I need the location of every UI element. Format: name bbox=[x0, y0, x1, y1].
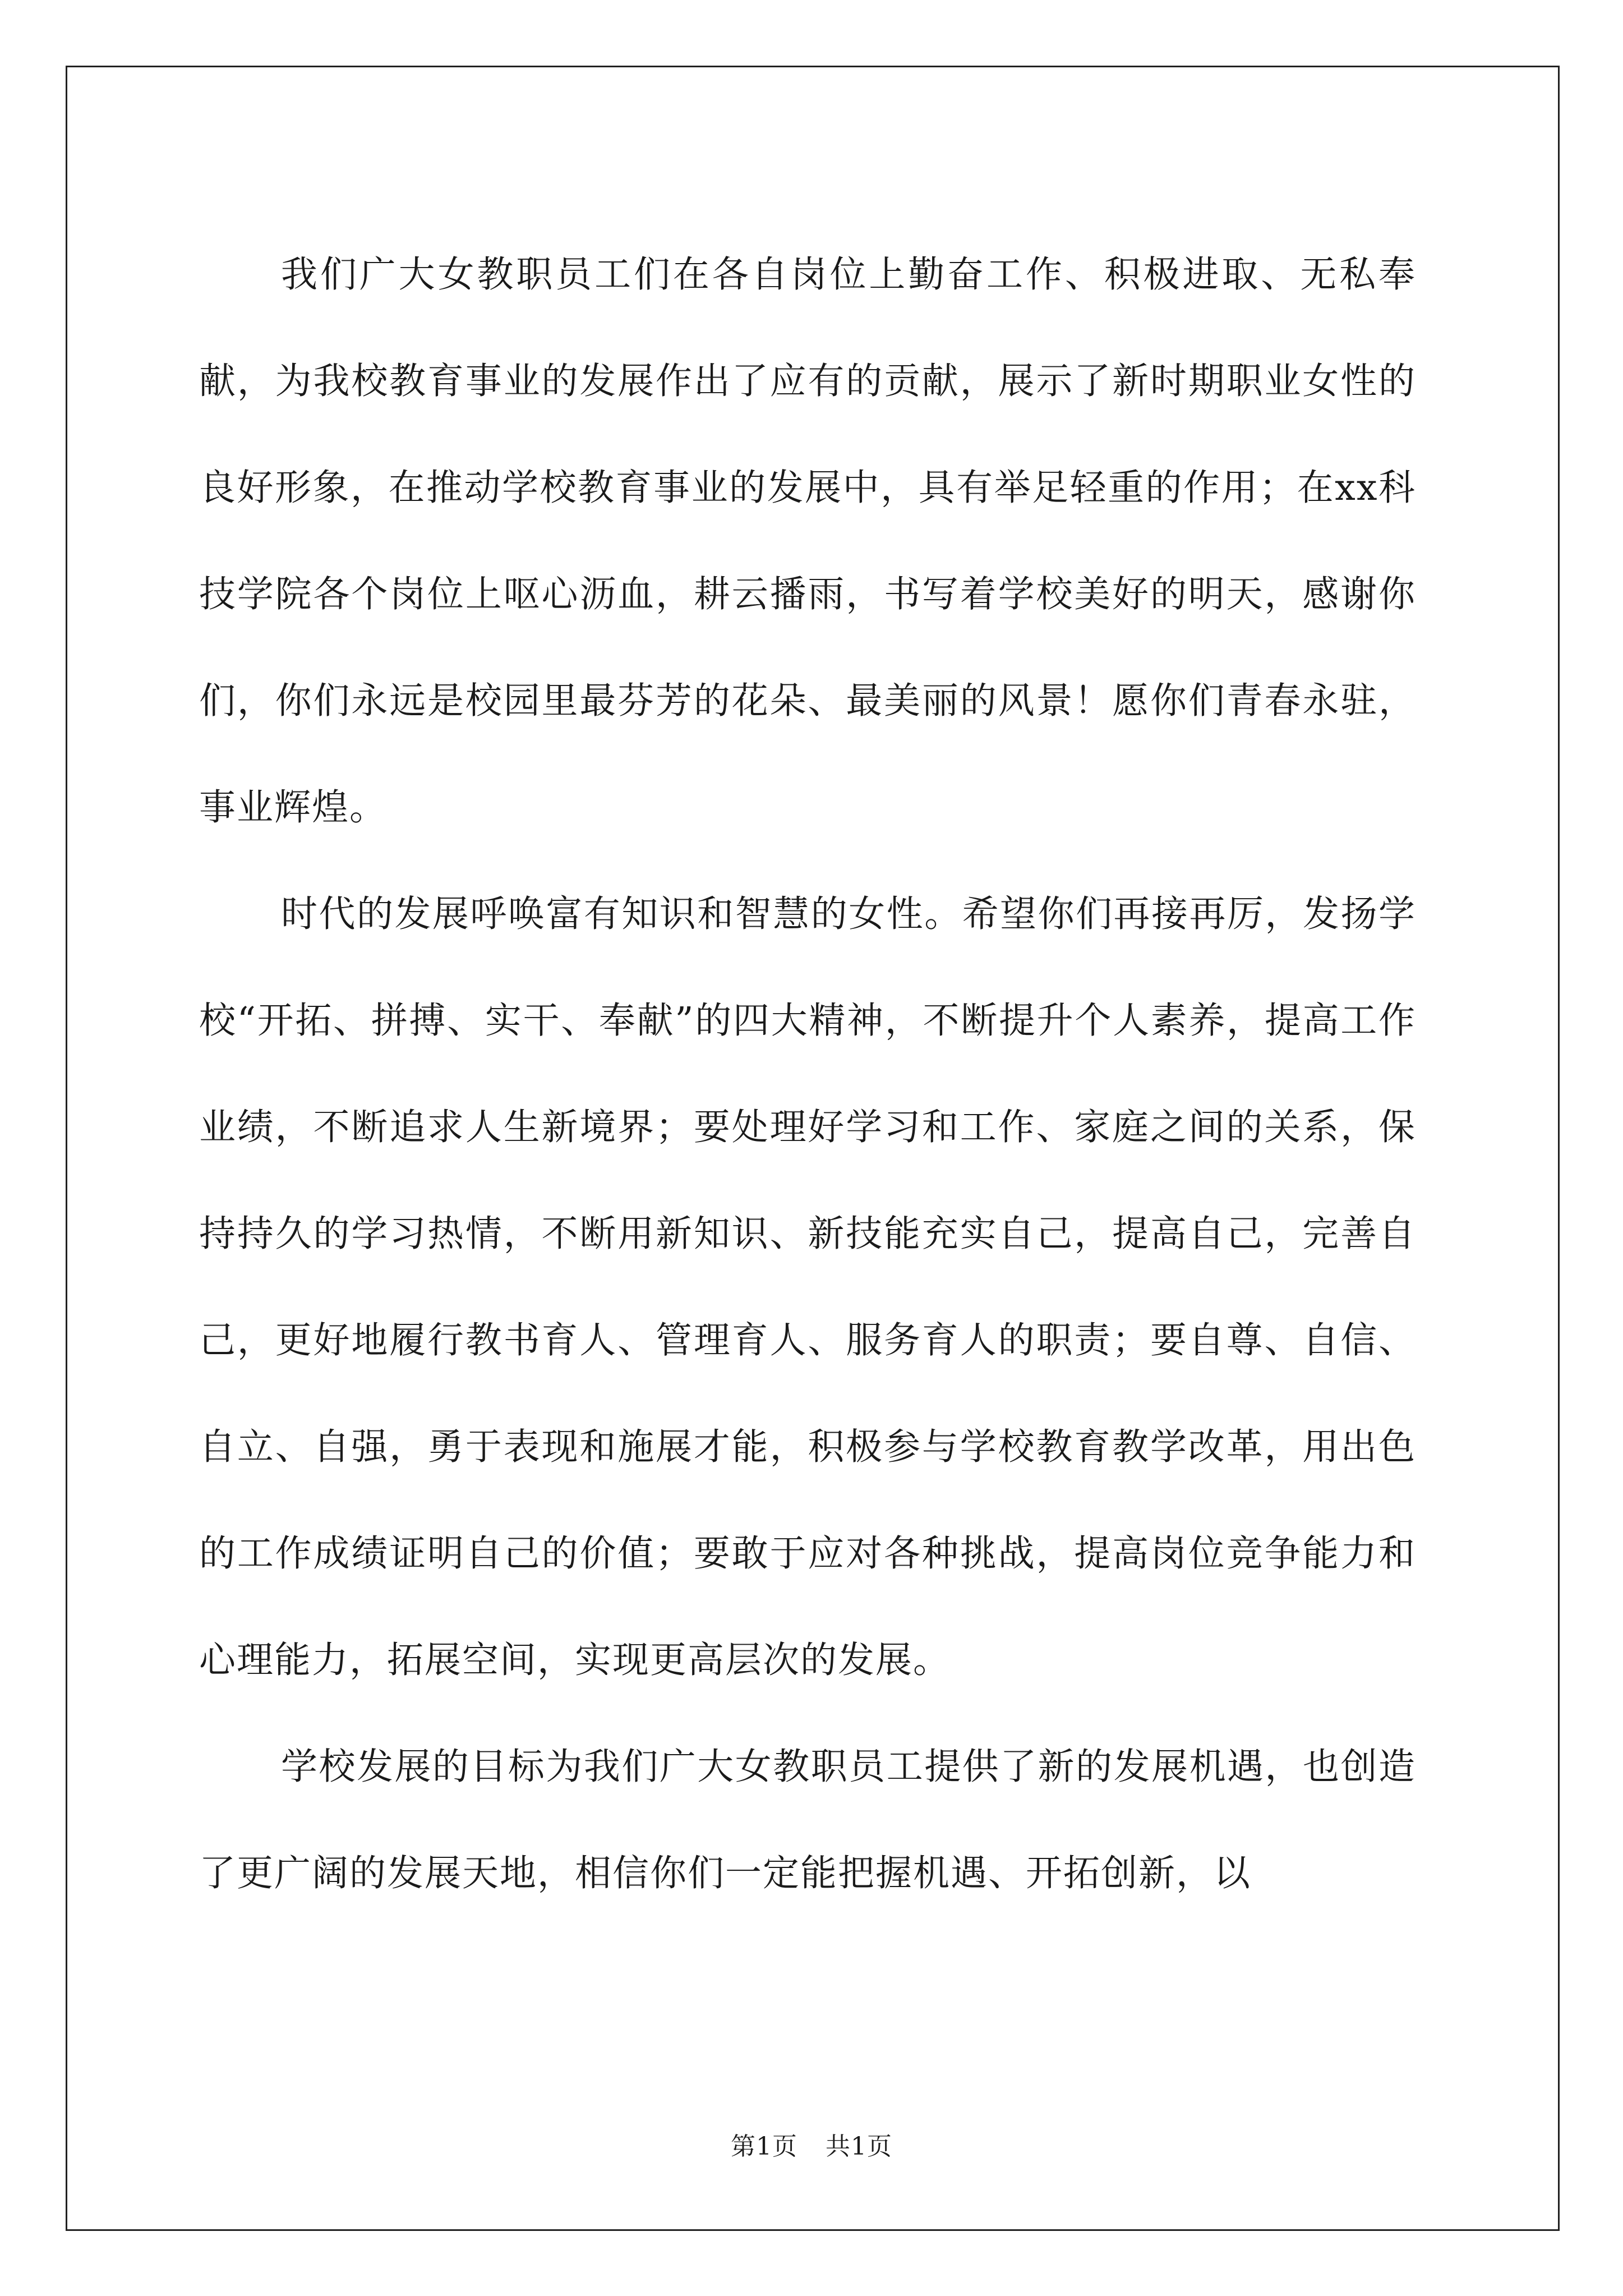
paragraph-1: 我们广大女教职员工们在各自岗位上勤奋工作、积极进取、无私奉献，为我校教育事业的发展作出了应有的贡献，展示了新时期职业女性的良好形象，在推动学校教育事业的发展中，具有举足轻重的作用；在xx科技学院各个岗位上呕心沥血，耕云播雨，书写着学校美好的明天，感谢你们，你们永远是校园里最芬芳的花朵、最美丽的风景！愿你们青春永驻，事业辉煌。 bbox=[199, 254, 1416, 829]
page-number: 第1页 bbox=[731, 2132, 797, 2161]
page-footer bbox=[0, 2130, 1623, 2164]
document-body bbox=[199, 222, 1416, 1927]
paragraph-2: 时代的发展呼唤富有知识和智慧的女性。希望你们再接再厉，发扬学校“开拓、拼搏、实干、奉献”的四大精神，不断提升个人素养，提高工作业绩，不断追求人生新境界；要处理好学习和工作、家庭之间的关系，保持持久的学习热情，不断用新知识、新技能充实自己，提高自己，完善自己，更好地履行教书育人、管理育人、服务育人的职责；要自尊、自信、自立、自强，勇于表现和施展才能，积极参与学校教育教学改革，用出色的工作成绩证明自己的价值；要敢于应对各种挑战，提高岗位竞争能力和心理能力，拓展空间，实现更高层次的发展。 bbox=[199, 893, 1416, 1681]
page-total: 共1页 bbox=[826, 2132, 892, 2161]
paragraph-3: 学校发展的目标为我们广大女教职员工提供了新的发展机遇，也创造了更广阔的发展天地，相信你们一定能把握机遇、开拓创新，以 bbox=[199, 1746, 1416, 1894]
